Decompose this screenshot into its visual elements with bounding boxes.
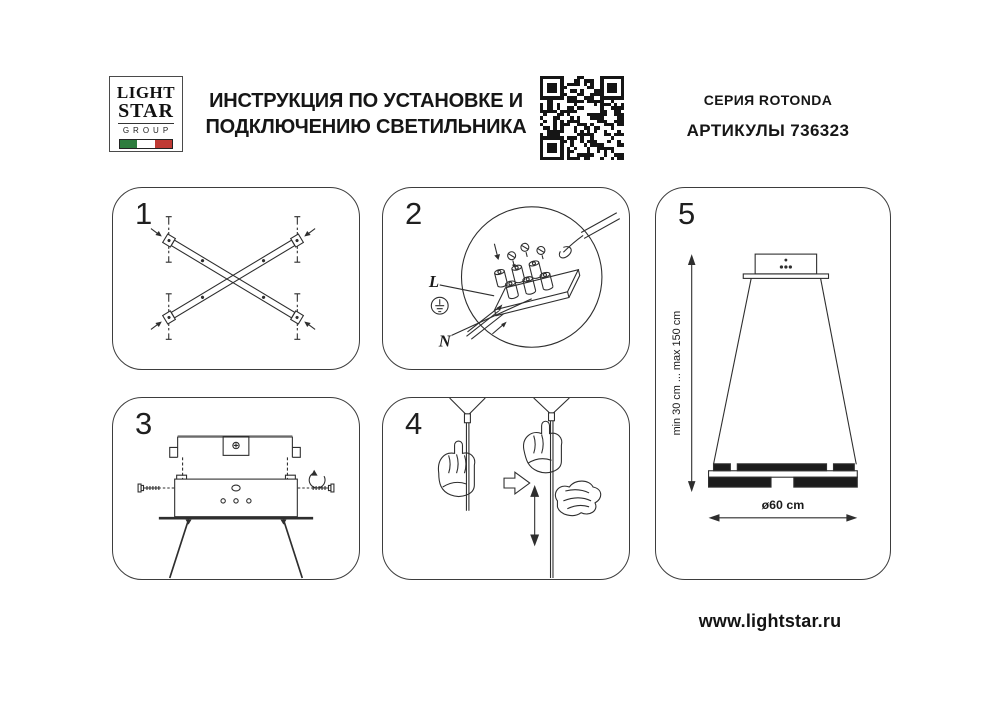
step-4-panel: [382, 397, 630, 580]
flag-white-stripe: [137, 140, 154, 148]
step-1-number: 1: [135, 196, 153, 231]
step-3-number: 3: [135, 406, 153, 441]
cable-adjustment-illustration: [383, 398, 629, 579]
title-line-2: ПОДКЛЮЧЕНИЮ СВЕТИЛЬНИКА: [205, 116, 527, 138]
terminal-wiring-illustration: [383, 188, 629, 369]
logo-word-star: STAR: [118, 100, 174, 122]
product-info: [668, 92, 868, 141]
title-line-1: ИНСТРУКЦИЯ ПО УСТАНОВКЕ И: [209, 90, 523, 112]
logo-divider: [118, 123, 174, 124]
flag-red-stripe: [155, 140, 172, 148]
page-title: [196, 88, 536, 140]
qr-code: [540, 76, 624, 160]
canopy-mounting-illustration: [113, 398, 359, 579]
logo-word-group: GROUP: [122, 126, 173, 135]
website-url: www.lightstar.ru: [698, 611, 842, 631]
label-live-wire: L: [428, 271, 440, 291]
pendant-dimensions-illustration: [656, 188, 890, 579]
qr-module: [621, 157, 624, 160]
cross-bracket-illustration: [113, 188, 359, 369]
series-label: СЕРИЯ ROTONDA: [703, 92, 833, 108]
label-neutral-wire: N: [438, 331, 451, 351]
step-5-number: 5: [678, 196, 696, 231]
step-2-panel: [382, 187, 630, 370]
diameter-label: ø60 cm: [761, 497, 805, 512]
step-1-panel: [112, 187, 360, 370]
italy-flag-icon: [119, 139, 173, 149]
step-4-number: 4: [405, 406, 423, 441]
step-3-panel: [112, 397, 360, 580]
height-range-label: min 30 cm ... max 150 cm: [670, 310, 683, 436]
articles-label: АРТИКУЛЫ 736323: [686, 121, 850, 140]
flag-green-stripe: [120, 140, 137, 148]
logo-word-light: LIGHT: [116, 83, 176, 102]
step-2-number: 2: [405, 196, 423, 231]
step-5-panel: [655, 187, 891, 580]
lightstar-logo: [109, 76, 183, 152]
